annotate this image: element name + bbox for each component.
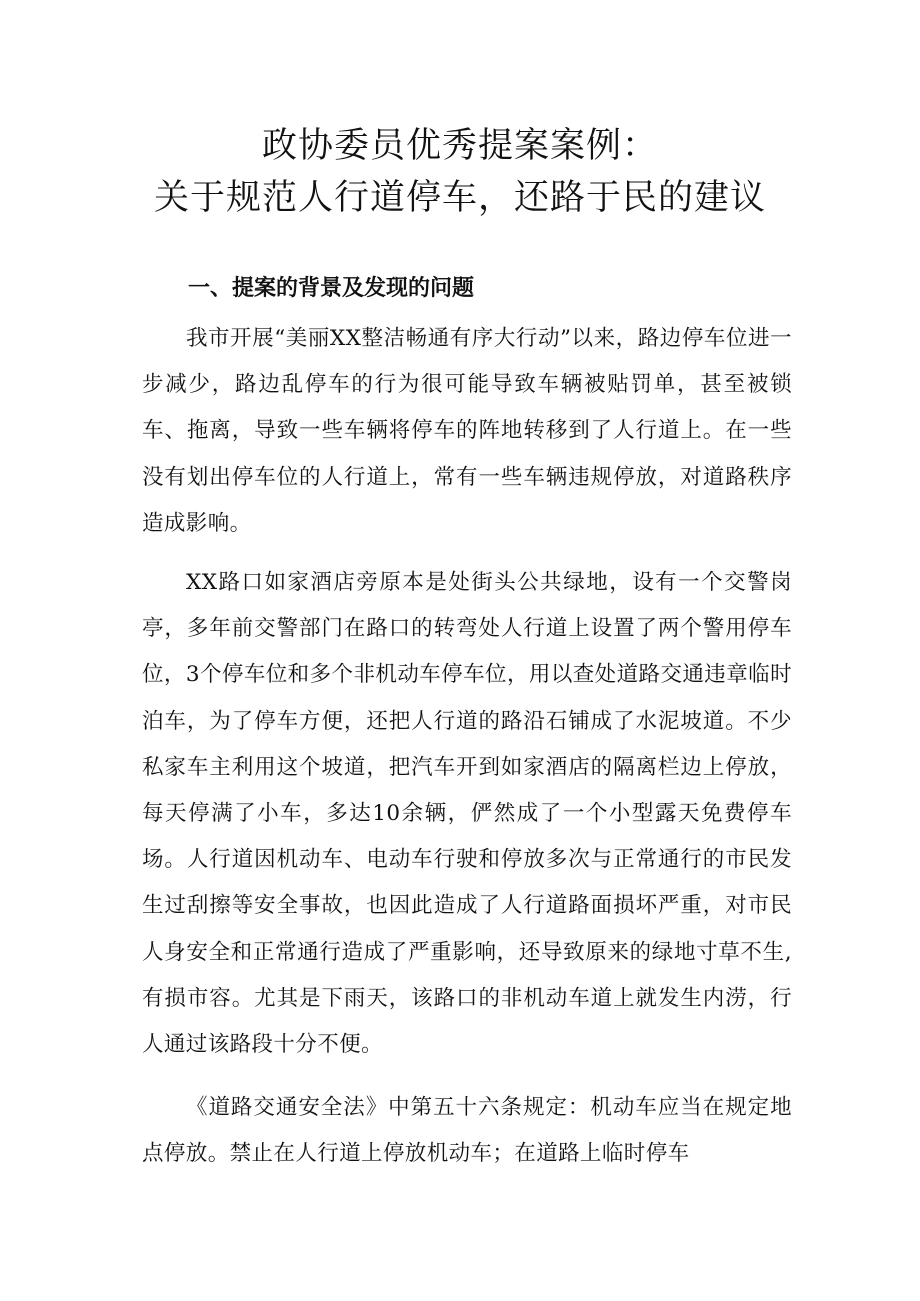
paragraph-traffic-law: 《道路交通安全法》中第五十六条规定：机动车应当在规定地点停放。禁止在人行道上停放机动车；在道路上临时停车 (142, 1095, 792, 1167)
section-heading-background: 一、提案的背景及发现的问题 (188, 276, 475, 301)
paragraph-background: 我市开展“美丽XX整洁畅通有序大行动”以来，路边停车位进一步减少，路边乱停车的行为很可能导致车辆被贴罚单，甚至被锁车、拖离，导致一些车辆将停车的阵地转移到了人行道上。在一些没有划出停车位的人行道上，常有一些车辆违规停放，对道路秩序造成影响。 (142, 326, 792, 536)
document-title-line2: 关于规范人行道停车，还路于民的建议 (153, 178, 766, 218)
paragraph-intersection-case: XX路口如家酒店旁原本是处街头公共绿地，设有一个交警岗亭，多年前交警部门在路口的转弯处人行道上设置了两个警用停车位，3个停车位和多个非机动车停车位，用以查处道路交通违章临时泊车，为了停车方便，还把人行道的路沿石铺成了水泥坡道。不少私家车主利用这个坡道，把汽车开到如家酒店的隔离栏边上停放，每天停满了小车，多达10余辆，俨然成了一个小型露天免费停车场。人行道因机动车、电动车行驶和停放多次与正常通行的市民发生过刮擦等安全事故，也因此造成了人行道路面损坏严重，对市民人身安全和正常通行造成了严重影响，还导致原来的绿地寸草不生,有损市容。尤其是下雨天，该路口的非机动车道上就发生内涝，行人通过该路段十分不便。 (142, 570, 792, 1058)
document-title-line1: 政协委员优秀提案案例： (261, 126, 658, 166)
